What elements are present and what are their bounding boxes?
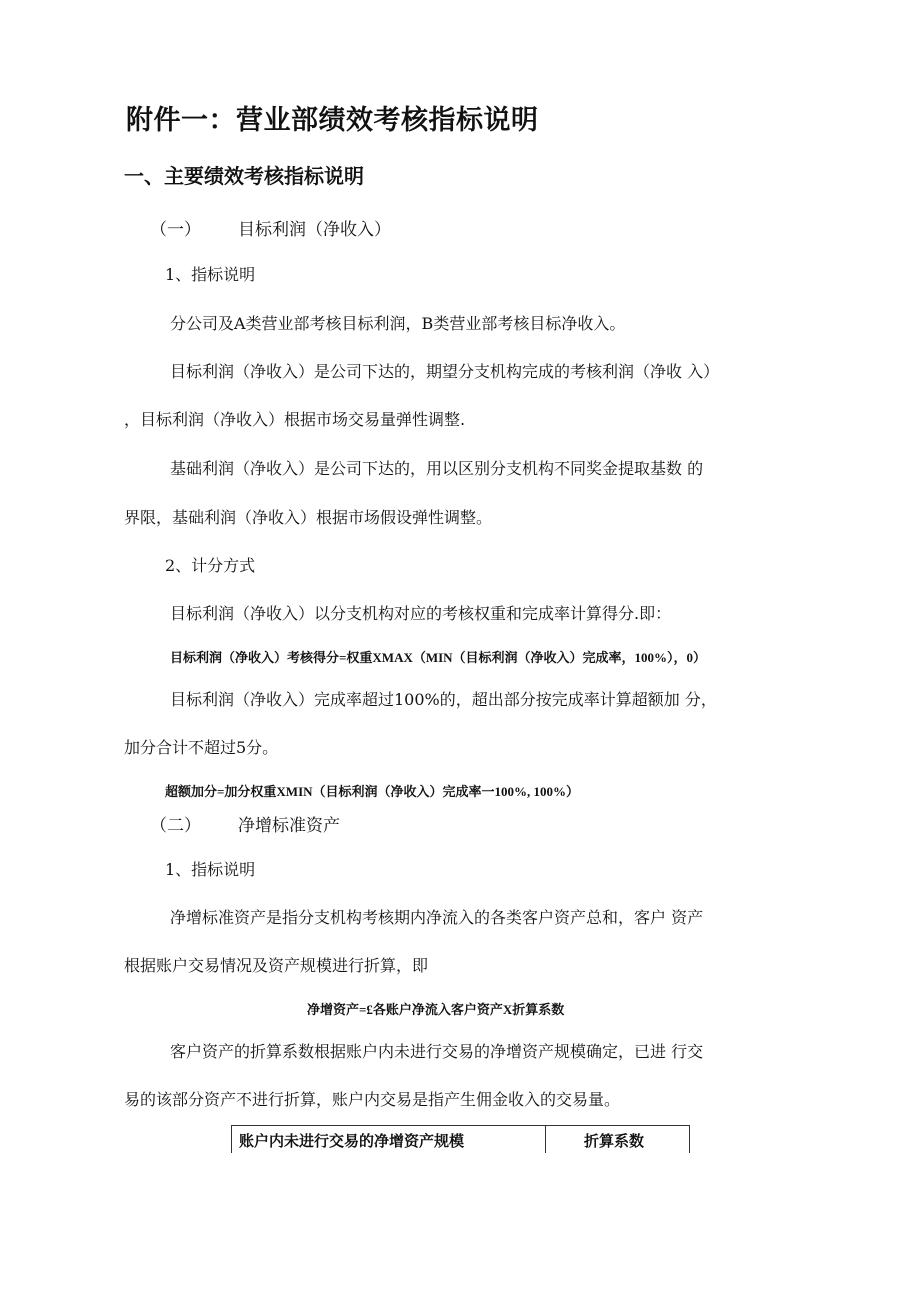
paragraph: 目标利润（净收入）以分支机构对应的考核权重和完成率计算得分.即： (170, 604, 672, 623)
paragraph-line: 目标利润（净收入）完成率超过100%的，超出部分按完成率计算超额加 分， (170, 690, 717, 709)
table-header-cell: 折算系数 (584, 1132, 645, 1150)
paragraph-line: 加分合计不超过5分。 (124, 738, 279, 757)
subsection-title: 净增标准资产 (238, 816, 340, 836)
paragraph-line: 目标利润（净收入）是公司下达的，期望分支机构完成的考核利润（净收 入） (170, 362, 720, 381)
formula: 净增资产=£各账户净流入客户资产X折算系数 (307, 1002, 565, 1017)
section-heading: 一、主要绩效考核指标说明 (124, 164, 364, 188)
paragraph-line: 基础利润（净收入）是公司下达的，用以区别分支机构不同奖金提取基数 的 (170, 459, 704, 478)
subsection-title: 目标利润（净收入） (238, 220, 391, 240)
paragraph-line: 根据账户交易情况及资产规模进行折算，即 (124, 956, 429, 975)
table-divider (545, 1126, 546, 1153)
formula: 目标利润（净收入）考核得分=权重XMAX（MIN（目标利润（净收入）完成率，100%），0） (170, 650, 707, 665)
subsection-number: （二） (150, 816, 201, 836)
document-title: 附件一：营业部绩效考核指标说明 (126, 105, 539, 136)
paragraph-line: 客户资产的折算系数根据账户内未进行交易的净增资产规模确定，已进 行交 (170, 1042, 704, 1061)
paragraph-line: 界限，基础利润（净收入）根据市场假设弹性调整。 (124, 508, 493, 527)
paragraph: 分公司及A类营业部考核目标利润，B类营业部考核目标净收入。 (170, 314, 626, 333)
paragraph-line: ，目标利润（净收入）根据市场交易量弹性调整. (124, 410, 466, 429)
paragraph-line: 净增标准资产是指分支机构考核期内净流入的各类客户资产总和，客户 资产 (170, 908, 704, 927)
indicator-desc-label: 1、指标说明 (165, 265, 256, 284)
table-header-cell: 账户内未进行交易的净增资产规模 (239, 1132, 465, 1150)
scoring-method-label: 2、计分方式 (165, 556, 256, 575)
conversion-table (231, 1125, 690, 1153)
subsection-heading-1 (150, 215, 450, 239)
subsection-number: （一） (150, 220, 201, 240)
paragraph-line: 易的该部分资产不进行折算，账户内交易是指产生佣金收入的交易量。 (124, 1090, 621, 1109)
formula: 超额加分=加分权重XMIN（目标利润（净收入）完成率一100%, 100%） (165, 784, 580, 799)
indicator-desc-label: 1、指标说明 (165, 860, 256, 879)
subsection-heading-2 (150, 811, 450, 835)
